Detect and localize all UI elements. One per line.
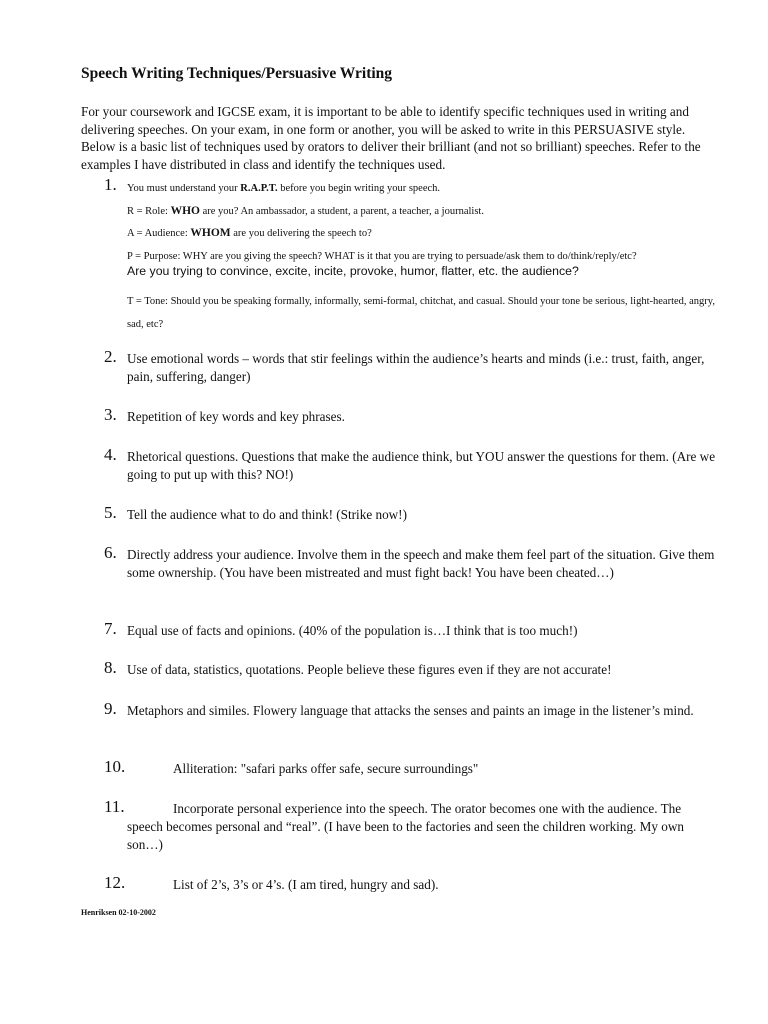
item-text: Use emotional words – words that stir feelings within the audience’s hearts and minds (i.e.: trust, faith, anger, pain, suffering, danger) [127, 351, 705, 384]
item-number: 3. [104, 405, 117, 424]
rapt-role-bold: WHO [170, 205, 200, 217]
item-number: 8. [104, 658, 117, 677]
rapt-audience-bold: WHOM [190, 227, 231, 239]
item-number: 2. [104, 347, 117, 366]
item-number: 11. [104, 797, 125, 816]
item-number: 9. [104, 699, 117, 718]
rapt-role-post: are you? An ambassador, a student, a parent, a teacher, a journalist. [199, 206, 484, 217]
item-text [127, 180, 717, 198]
item-text: Repetition of key words and key phrases. [127, 409, 345, 424]
item-number: 12. [104, 873, 126, 892]
footer-author-date: Henriksen 02-10-2002 [81, 908, 156, 917]
item-text: Use of data, statistics, quotations. People believe these figures even if they are not accurate! [127, 662, 612, 677]
item-text-pre: You must understand your [127, 183, 241, 194]
rapt-role [127, 204, 727, 219]
item-text: Rhetorical questions. Questions that make the audience think, but YOU answer the questions for them. (Are we going to put up with this? NO!) [127, 449, 716, 482]
rapt-audience [127, 226, 727, 241]
item-text: Alliteration: "safari parks offer safe, secure surroundings" [173, 761, 479, 776]
page-title: Speech Writing Techniques/Persuasive Writing [81, 65, 393, 82]
item-text: Directly address your audience. Involve them in the speech and make them feel part of the situation. Give them some ownership. (You have been mistreated and must fight back! You have been cheated…) [127, 547, 715, 580]
item-number: 6. [104, 543, 117, 562]
rapt-role-pre: R = Role: [127, 206, 171, 217]
item-number: 10. [104, 757, 126, 776]
rapt-tone: T = Tone: Should you be speaking formally, informally, semi-formal, chitchat, and casual. Should your tone be serious, light-hearted, angry, sad, etc? [127, 296, 715, 330]
rapt-acronym: R.A.P.T. [240, 183, 278, 194]
item-text: Tell the audience what to do and think! (Strike now!) [127, 507, 407, 522]
rapt-audience-post: are you delivering the speech to? [230, 228, 372, 239]
item-text-post: before you begin writing your speech. [277, 183, 441, 194]
item-text: List of 2’s, 3’s or 4’s. (I am tired, hungry and sad). [173, 877, 439, 892]
item-number: 4. [104, 445, 117, 464]
item-number: 7. [104, 619, 117, 638]
item-number: 1. [104, 175, 117, 194]
item-number: 5. [104, 503, 117, 522]
rapt-purpose-question: Are you trying to convince, excite, incite, provoke, humor, flatter, etc. the audience? [127, 264, 579, 278]
item-text: Incorporate personal experience into the speech. The orator becomes one with the audience. The speech becomes personal and “real”. (I have been to the factories and seen the children working. My own son…) [127, 801, 684, 852]
intro-paragraph: For your coursework and IGCSE exam, it is important to be able to identify specific techniques used in writing and delivering speeches. On your exam, in one form or another, you will be asked to write in this PERSUASIVE style. Below is a basic list of techniques used by orators to deliver their brilliant (and not so brilliant) speeches. Refer to the examples I have distributed in class and identify the techniques used. [81, 104, 701, 172]
item-text: Metaphors and similes. Flowery language that attacks the senses and paints an image in the listener’s mind. [127, 703, 694, 718]
rapt-purpose: P = Purpose: WHY are you giving the speech? WHAT is it that you are trying to persuade/ask them to do/think/reply/etc? [127, 251, 637, 262]
item-text: Equal use of facts and opinions. (40% of the population is…I think that is too much!) [127, 623, 578, 638]
rapt-audience-pre: A = Audience: [127, 228, 191, 239]
